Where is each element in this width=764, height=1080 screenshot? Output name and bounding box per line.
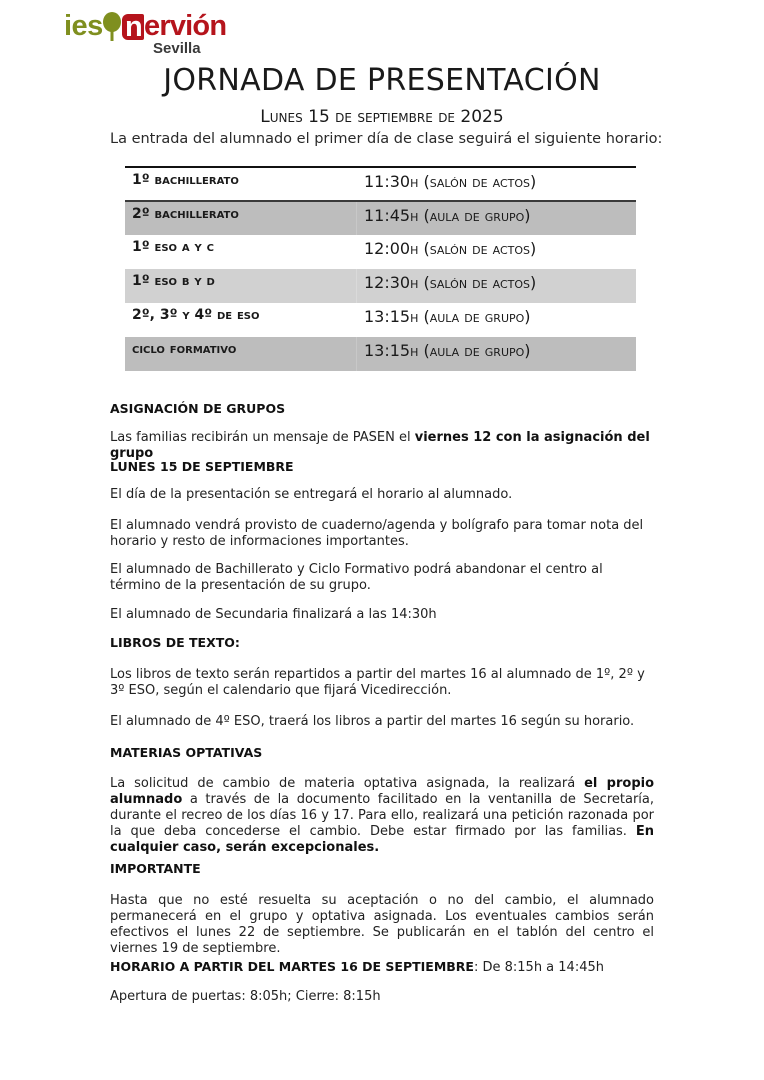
asignacion-text: Las familias recibirán un mensaje de PASEN el — [110, 430, 415, 445]
lunes-paragraph-4: El alumnado de Secundaria finalizará a las 14:30h — [110, 607, 437, 622]
heading-asignacion: ASIGNACIÓN DE GRUPOS — [110, 401, 286, 416]
group-cell: 2º bachillerato — [125, 201, 357, 235]
logo-n-letter: n — [125, 11, 143, 43]
logo-ies-text: ies — [64, 10, 103, 42]
table-row — [125, 235, 636, 269]
group-cell: 2º, 3º y 4º de eso — [132, 307, 260, 323]
heading-importante: IMPORTANTE — [110, 861, 201, 876]
optativas-text-a: La solicitud de cambio de materia optativa asignada, la realizará — [110, 776, 585, 791]
logo-city: Sevilla — [153, 40, 201, 57]
group-cell: 1º eso a y c — [132, 239, 214, 255]
libros-paragraph-2: El alumnado de 4º ESO, traerá los libros a partir del martes 16 según su horario. — [110, 714, 635, 729]
importante-paragraph: Hasta que no esté resuelta su aceptación o no del cambio, el alumnado permanecerá en el grupo y optativa asignada. Los eventuales cambios serán efectivos el lunes 22 de septiembre. Se publicarán en el tablón del centro el viernes 19 de septiembre. — [110, 893, 654, 956]
lunes-paragraph-2: El alumnado vendrá provisto de cuaderno/agenda y bolígrafo para tomar nota del horario y resto de informaciones importantes. — [110, 518, 644, 549]
lunes-paragraph-3: El alumnado de Bachillerato y Ciclo Formativo podrá abandonar el centro al término de la presentación de su grupo. — [110, 562, 603, 593]
horario-line — [110, 959, 654, 976]
group-cell: 1º bachillerato — [132, 172, 239, 188]
asignacion-paragraph — [110, 430, 654, 462]
time-cell: 12:30h (salón de actos) — [357, 269, 637, 303]
page-title: JORNADA DE PRESENTACIÓN — [163, 63, 601, 98]
tree-icon — [102, 12, 124, 42]
apertura-line: Apertura de puertas: 8:05h; Cierre: 8:15h — [110, 989, 381, 1004]
asignacion-bold-text: viernes 12 con la asignación del grupo — [110, 430, 650, 461]
optativas-text-b: a través de la documento facilitado en la ventanilla de Secretaría, durante el recreo de los días 16 y 17. Para ello, realizará una petición razonada por la que deba concederse el cambio. Debe estar firmado por las familias. — [110, 792, 654, 839]
time-cell: 12:00h (salón de actos) — [364, 239, 537, 258]
table-row — [125, 269, 636, 303]
table-row — [125, 167, 636, 201]
group-cell: 1º eso b y d — [125, 269, 357, 303]
heading-optativas: MATERIAS OPTATIVAS — [110, 745, 263, 760]
table-row — [125, 201, 636, 235]
optativas-bold-b: En cualquier caso, serán excepcionales. — [110, 824, 654, 855]
table-row — [125, 303, 636, 337]
time-cell: 11:45h (aula de grupo) — [357, 201, 637, 235]
time-cell: 13:15h (aula de grupo) — [364, 307, 531, 326]
schedule-table — [125, 166, 636, 371]
optativas-paragraph — [110, 776, 654, 856]
time-cell: 11:30h (salón de actos) — [364, 172, 537, 191]
time-cell: 13:15h (aula de grupo) — [357, 337, 637, 371]
logo-ervion-text: ervión — [144, 10, 227, 42]
heading-lunes: LUNES 15 DE SEPTIEMBRE — [110, 459, 294, 474]
lunes-paragraph-1: El día de la presentación se entregará el horario al alumnado. — [110, 487, 513, 502]
heading-horario: HORARIO A PARTIR DEL MARTES 16 DE SEPTIEMBRE — [110, 959, 474, 974]
intro-text: La entrada del alumnado el primer día de clase seguirá el siguiente horario: — [110, 131, 663, 147]
group-cell: ciclo formativo — [125, 337, 357, 371]
horario-value: : De 8:15h a 14:45h — [473, 960, 604, 975]
libros-paragraph-1: Los libros de texto serán repartidos a partir del martes 16 al alumnado de 1º, 2º y 3º ESO, según el calendario que fijará Vicedirección. — [110, 667, 645, 698]
optativas-bold-a: el propio alumnado — [110, 776, 655, 807]
heading-libros: LIBROS DE TEXTO: — [110, 635, 240, 650]
page-subtitle: Lunes 15 de septiembre de 2025 — [260, 107, 504, 127]
logo-n-box — [122, 11, 144, 43]
table-row — [125, 337, 636, 371]
school-logo — [64, 10, 227, 60]
